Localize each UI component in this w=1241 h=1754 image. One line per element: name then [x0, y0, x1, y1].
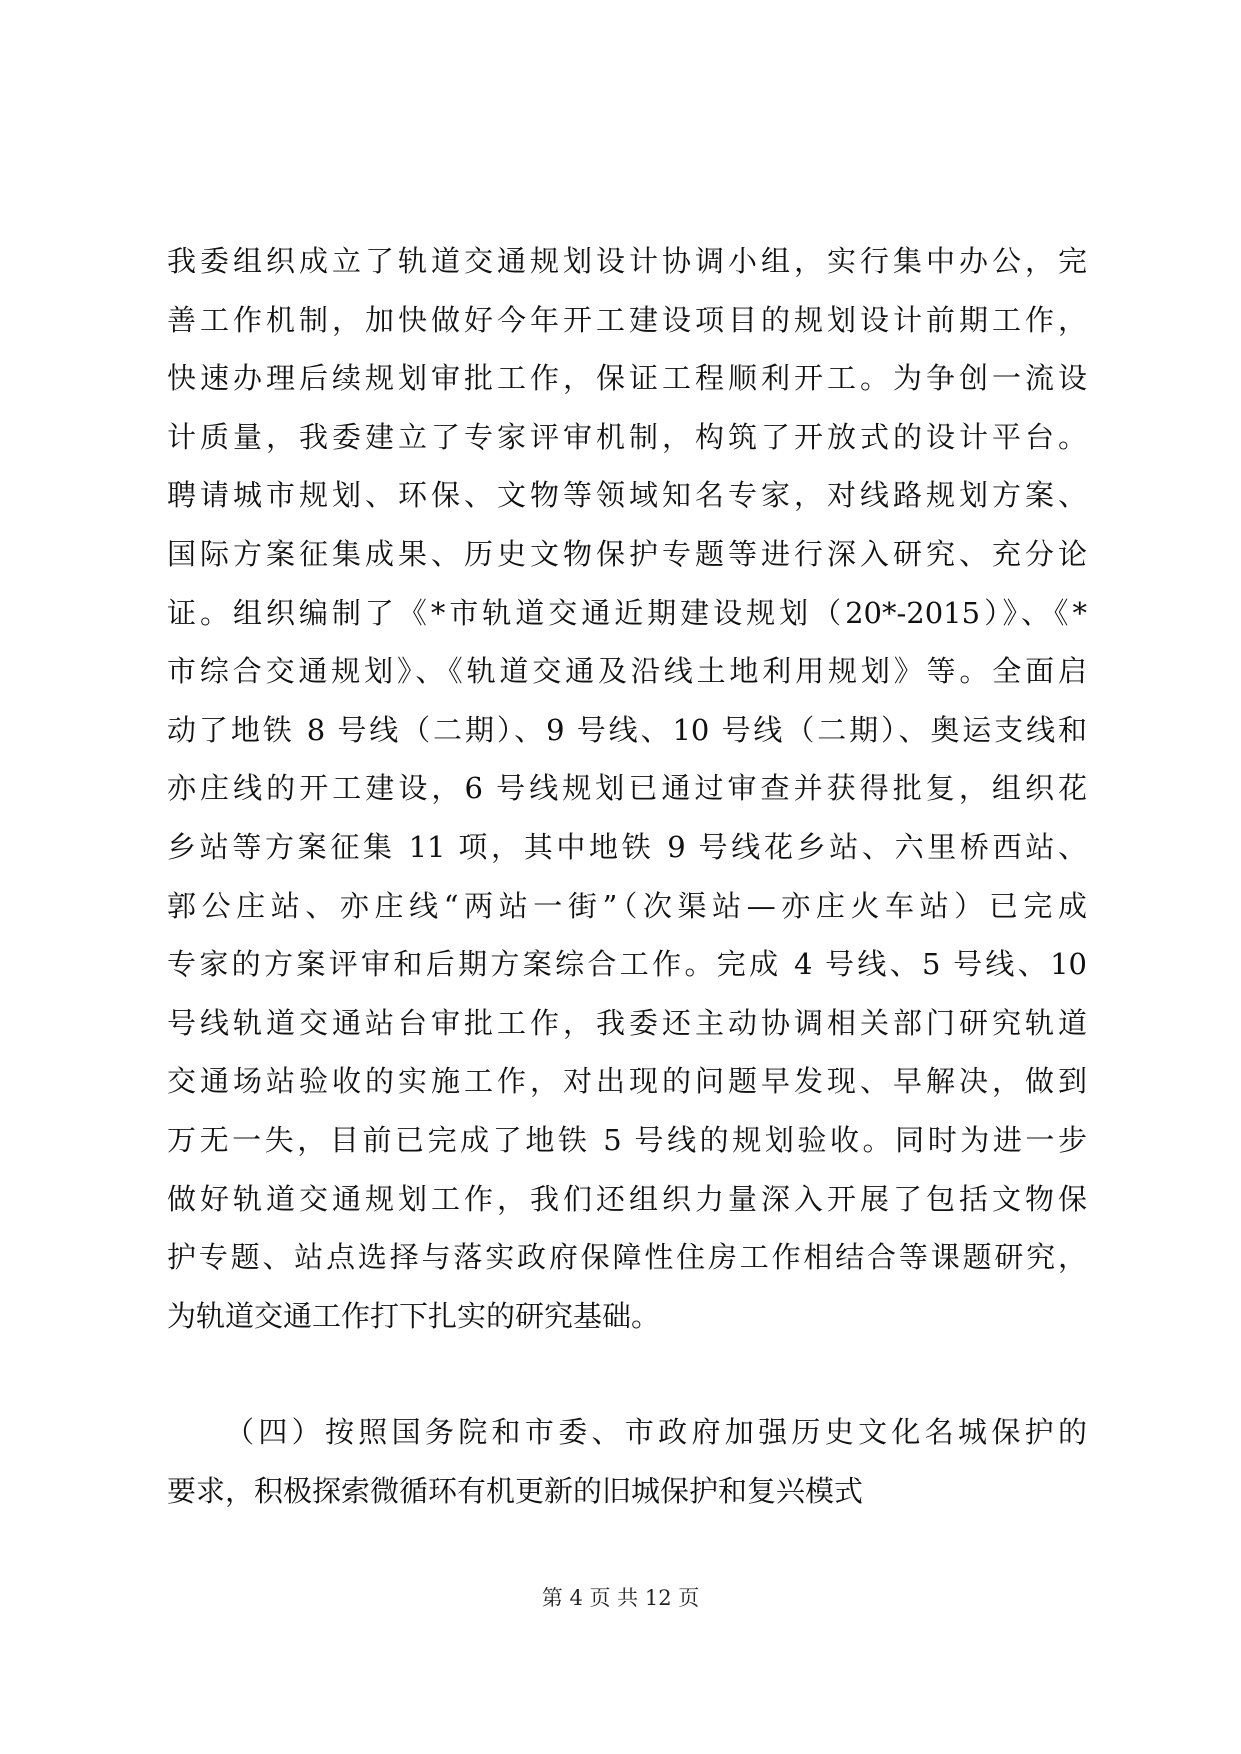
- paragraph-line: 快速办理后续规划审批工作，保证工程顺利开工。为争创一流设: [167, 361, 1087, 396]
- body-paragraph: [167, 232, 1087, 1345]
- paragraph-line: 护专题、站点选择与落实政府保障性住房工作相结合等课题研究，: [167, 1240, 1087, 1275]
- paragraph-line: 专家的方案评审和后期方案综合工作。完成 4 号线、5 号线、10: [167, 947, 1087, 982]
- paragraph-line: 国际方案征集成果、历史文物保护专题等进行深入研究、充分论: [167, 536, 1087, 571]
- section-heading-line: （四）按照国务院和市委、市政府加强历史文化名城保护的: [225, 1415, 1087, 1449]
- paragraph-line: 亦庄线的开工建设，6 号线规划已通过审查并获得批复，组织花: [167, 771, 1087, 806]
- paragraph-line: 我委组织成立了轨道交通规划设计协调小组，实行集中办公，完: [167, 244, 1087, 278]
- paragraph-line: 计质量，我委建立了专家评审机制，构筑了开放式的设计平台。: [167, 419, 1087, 454]
- paragraph-line: 郭公庄站、亦庄线“两站一街”（次渠站—亦庄火车站）已完成: [167, 888, 1087, 923]
- paragraph-line: 万无一失，目前已完成了地铁 5 号线的规划验收。同时为进一步: [167, 1122, 1087, 1157]
- paragraph-line: 为轨道交通工作打下扎实的研究基础。: [167, 1298, 661, 1333]
- paragraph-line: 动了地铁 8 号线（二期）、9 号线、10 号线（二期）、奥运支线和: [167, 712, 1087, 747]
- paragraph-line: 做好轨道交通规划工作，我们还组织力量深入开展了包括文物保: [167, 1181, 1087, 1216]
- paragraph-line: 聘请城市规划、环保、文物等领域知名专家，对线路规划方案、: [167, 478, 1087, 513]
- section-heading: [167, 1403, 1087, 1520]
- section-heading-line: 要求，积极探索微循环有机更新的旧城保护和复兴模式: [167, 1473, 864, 1508]
- page-footer: 第 4 页 共 12 页: [541, 1586, 700, 1610]
- paragraph-line: 乡站等方案征集 11 项，其中地铁 9 号线花乡站、六里桥西站、: [167, 829, 1087, 864]
- paragraph-line: 交通场站验收的实施工作，对出现的问题早发现、早解决，做到: [167, 1064, 1087, 1099]
- paragraph-line: 证。组织编制了《*市轨道交通近期建设规划（20*-2015）》、《*: [167, 595, 1087, 630]
- paragraph-line: 市综合交通规划》、《轨道交通及沿线土地利用规划》等。全面启: [167, 654, 1087, 689]
- paragraph-line: 善工作机制，加快做好今年开工建设项目的规划设计前期工作，: [167, 302, 1087, 337]
- paragraph-line: 号线轨道交通站台审批工作，我委还主动协调相关部门研究轨道: [167, 1005, 1087, 1040]
